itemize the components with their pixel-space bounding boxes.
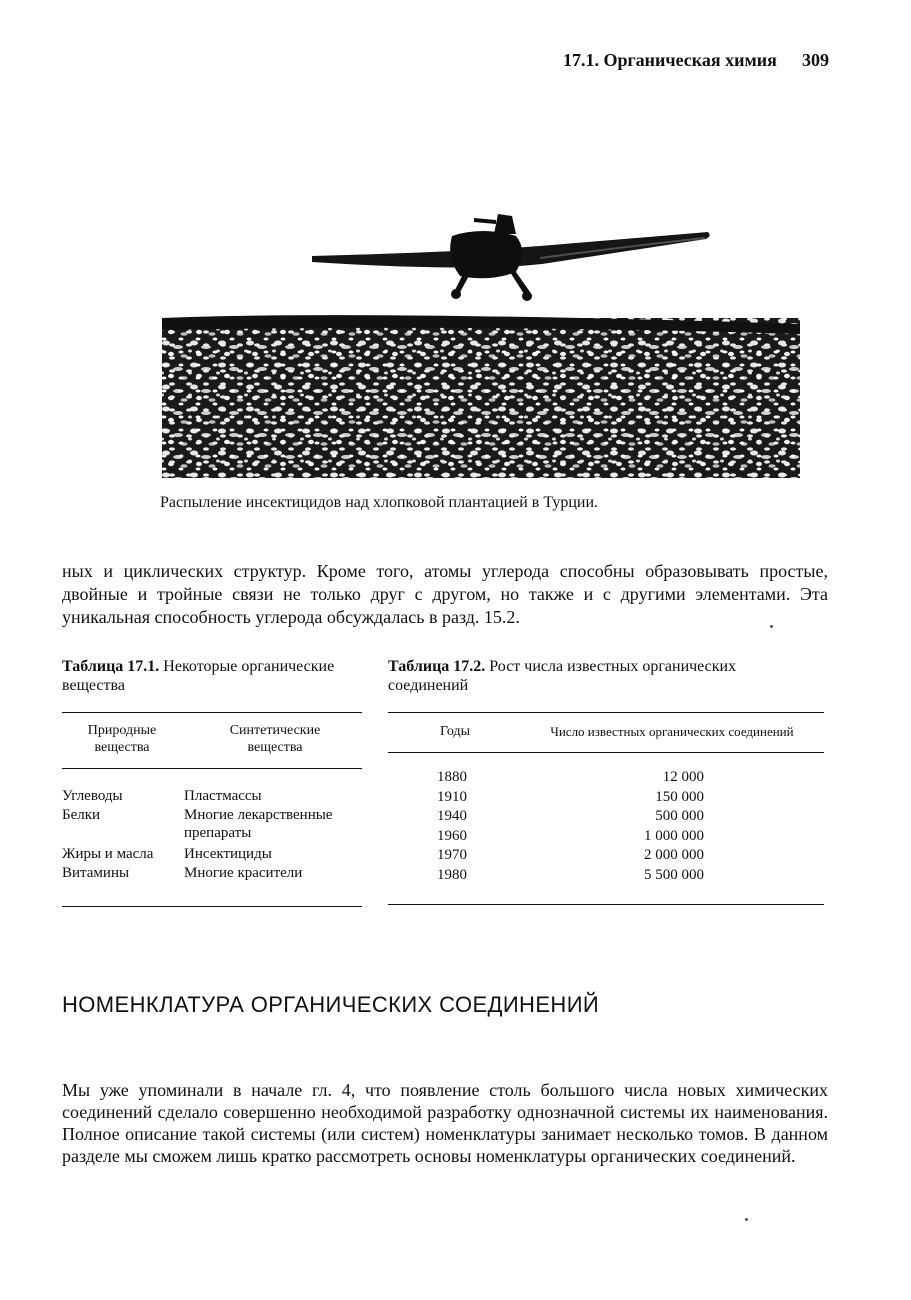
table-2-title [388,657,808,695]
table-2-year-cell: 1940 [437,808,467,825]
table-1-row-2-natural: Белки [62,807,101,823]
table-1-bottom-rule [62,906,362,907]
table-2-bottom-rule [388,904,824,905]
table-2-year-cell: 1980 [437,867,467,883]
table-1-row-4-natural: Витамины [62,865,130,881]
table-2-year-cell: 1910 [437,788,467,805]
table-2-count-cell: 12 000 [662,769,704,785]
table-1-row-4-synthetic: Многие красители [184,865,303,881]
running-head: 17.1. Органическая химия [563,50,777,70]
table-1-col-natural: Природные вещества [87,723,157,755]
table-1-row-1-synthetic: Пластмассы [184,788,262,804]
table-1-row-3-synthetic: Инсектициды [184,846,272,862]
table-2-count-cell: 5 500 000 [644,867,704,883]
page-header [545,50,835,74]
table-1-row-3-natural: Жиры и масла [62,846,154,862]
table-1-caption: Некоторые органические вещества [62,658,335,694]
body-paragraph: Мы уже упоминали в начале гл. 4, что появление столь большого числа новых химических соединений сделало совершенно необходимой разработку однозначной системы их наименования. Полное описание такой системы (или систем) номенклатуры занимает несколько томов. В данном разделе мы сможем лишь кратко рассмотреть основы номенклатуры органических соединений. [62,1080,828,1166]
table-2-top-rule [388,712,824,713]
table-2-count-cell: 2 000 000 [644,847,704,864]
table-2-header-rule [388,752,824,753]
table-1-top-rule [62,712,362,713]
table-2-count-cell: 500 000 [655,808,704,825]
stray-dot [745,1218,748,1221]
table-2-count-cell: 150 000 [655,788,704,805]
table-1-header-rule [62,768,362,769]
table-2-col-count: Число известных органических соединений [550,724,794,739]
figure-photo [160,206,802,480]
table-2-label: Таблица 17.2. [388,658,486,675]
table-1-title [62,657,367,695]
table-2-col-years: Годы [440,724,470,739]
table-1-row-2-synthetic: Многие лекарственные препараты [184,807,333,841]
body-paragraph: ных и циклических структур. Кроме того, атомы углерода способны образовывать простые, двойные и тройные связи не только друг с другом, но также и с другими элементами. Эта уникальная способность углерода обсуждалась в разд. 15.2. [62,561,828,627]
table-1-label: Таблица 17.1. [62,658,160,675]
cotton-field [162,315,800,478]
table-2-year-cell: 1880 [437,769,467,785]
table-1-row-1-natural: Углеводы [62,788,123,804]
table-1-col-synthetic: Синтетические вещества [229,723,321,755]
page-number: 309 [802,50,829,70]
section-heading: НОМЕНКЛАТУРА ОРГАНИЧЕСКИХ СОЕДИНЕНИЙ [62,992,600,1017]
airplane-spraying-field-photo [160,206,802,480]
table-2-caption: Рост числа известных органических соединений [388,658,737,694]
table-2-count-cell: 1 000 000 [644,827,704,844]
stray-dot [770,625,773,628]
airplane-icon [312,214,710,301]
figure-caption: Распыление инсектицидов над хлопковой плантацией в Турции. [160,494,599,511]
table-2-year-cell: 1970 [437,847,467,864]
table-2-year-cell: 1960 [437,827,467,844]
